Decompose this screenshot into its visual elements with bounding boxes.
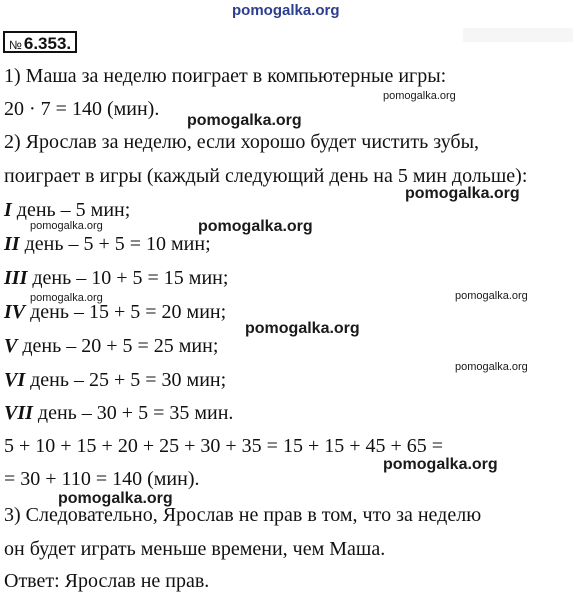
day-roman-3: III [4, 267, 28, 289]
watermark: pomogalka.org [245, 320, 360, 337]
day-roman-5: V [4, 335, 18, 357]
answer-line: Ответ: Ярослав не прав. [4, 570, 210, 592]
day-text-1: день – 5 мин; [11, 199, 131, 221]
watermark-top: pomogalka.org [232, 2, 340, 19]
day-line-3 [4, 266, 228, 290]
watermark: pomogalka.org [198, 218, 313, 235]
day-text-6: день – 25 + 5 = 30 мин; [25, 369, 227, 391]
day-roman-2: II [4, 233, 20, 255]
watermark: pomogalka.org [405, 185, 520, 202]
header-strip [463, 28, 573, 42]
day-roman-1: I [4, 199, 12, 221]
sum-line-1: 5 + 10 + 15 + 20 + 25 + 30 + 35 = 15 + 15 + 45 + 65 = [4, 435, 444, 457]
watermark: pomogalka.org [30, 292, 103, 304]
watermark: pomogalka.org [383, 456, 498, 473]
watermark: pomogalka.org [455, 361, 528, 373]
day-line-1 [4, 198, 130, 222]
day-line-7 [4, 401, 233, 425]
solution-line-2: 20 · 7 = 140 (мин). [4, 98, 160, 120]
watermark: pomogalka.org [30, 220, 103, 232]
solution-line-4: поиграет в игры (каждый следующий день на 5 мин дольше): [4, 165, 528, 187]
watermark: pomogalka.org [187, 112, 302, 129]
number-sign: № [9, 38, 22, 52]
day-text-7: день – 30 + 5 = 35 мин. [32, 402, 234, 424]
day-text-2: день – 5 + 5 = 10 мин; [19, 233, 211, 255]
task-number: 6.353. [23, 34, 72, 53]
watermark: pomogalka.org [383, 90, 456, 102]
solution-line-3: 2) Ярослав за неделю, если хорошо будет чистить зубы, [4, 131, 480, 153]
day-text-4: день – 15 + 5 = 20 мин; [25, 301, 227, 323]
task-number-box [3, 31, 77, 53]
conclusion-line-2: он будет играть меньше времени, чем Маша. [4, 538, 386, 560]
conclusion-line-1: 3) Следовательно, Ярослав не прав в том, что за неделю [4, 504, 482, 526]
solution-line-1: 1) Маша за неделю поиграет в компьютерные игры: [4, 65, 447, 87]
day-line-5 [4, 334, 218, 358]
day-roman-4: IV [4, 301, 26, 323]
day-roman-6: VI [4, 369, 26, 391]
day-line-6 [4, 368, 226, 392]
watermark: pomogalka.org [58, 490, 173, 507]
watermark: pomogalka.org [455, 290, 528, 302]
day-line-2 [4, 232, 211, 256]
day-text-3: день – 10 + 5 = 15 мин; [27, 267, 229, 289]
day-text-5: день – 20 + 5 = 25 мин; [17, 335, 219, 357]
day-roman-7: VII [4, 402, 33, 424]
sum-line-2: = 30 + 110 = 140 (мин). [4, 468, 200, 490]
